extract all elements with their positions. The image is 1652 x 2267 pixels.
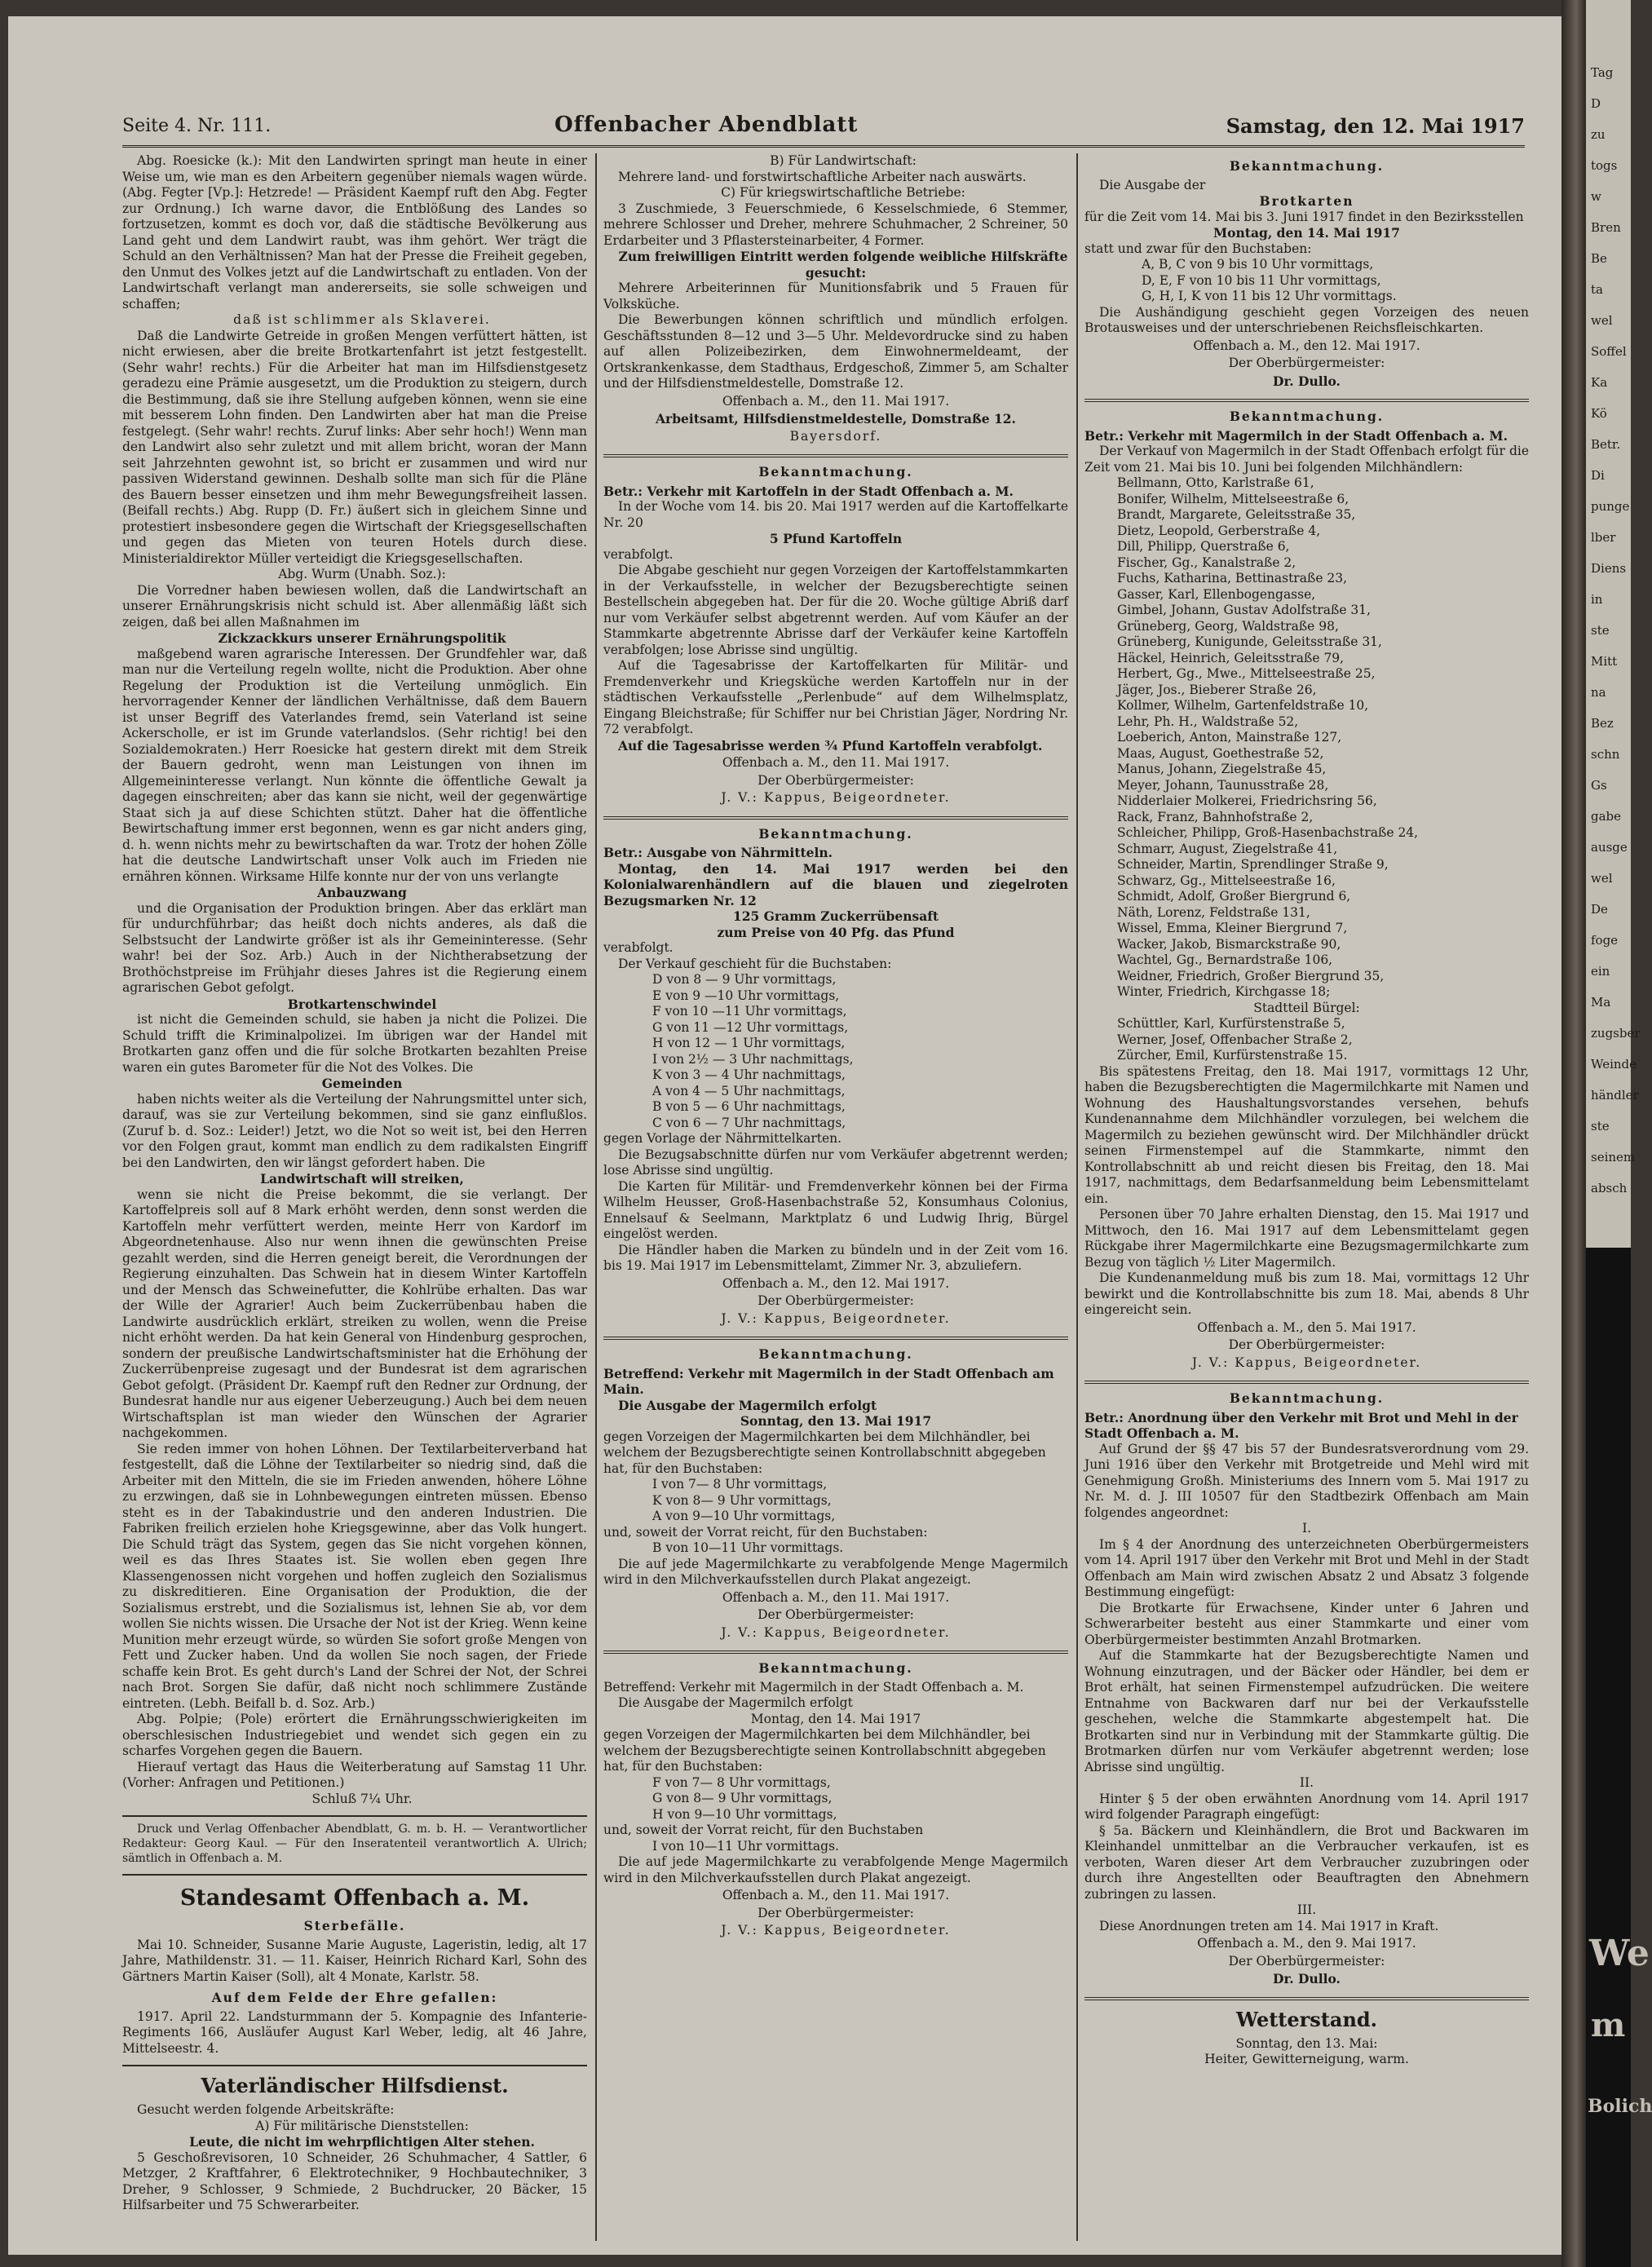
adjacent-page-fragment: ta — [1591, 282, 1603, 297]
notice-subject: Betr.: Verkehr mit Kartoffeln in der Stadt Offenbach a. M. — [603, 483, 1014, 499]
divider — [122, 2065, 587, 2066]
schedule-list — [652, 1839, 1068, 1855]
notice-signature: J. V.: Kappus, Beigeordneter. — [1191, 1354, 1422, 1370]
adjacent-page-advert — [1586, 1248, 1652, 2267]
article-paragraph: Daß die Landwirte Getreide in großen Mengen verfüttert hätten, ist nicht erwiesen, aber die breite Brotkartenfahrt ist jetzt festgestellt. (Sehr wahr! rechts.) Für die Arbeiter hat man im Hilfsdienstgesetz geradezu eine Prämie ausgesetzt, um die Produktion zu steigern, durch die Bestimmung, daß sie ihre Stellung aufgeben können, wenn sie eine mit besserem Lohn finden. Den Landwirten aber hat man die Preise festgelegt. (Sehr wahr! rechts. Zuruf links: Aber sehr hoch!) Wenn man den Landwirt also sehr zuletzt und mit allem bricht, woran der Mann seit Jahrzehnten gewohnt ist, so bricht er zusammen und wird nur passiven Widerstand gewinnen. Deshalb sollte man sich für die Pläne des Bauern besser einsetzen und ihm mehr Bewegungsfreiheit lassen. (Beifall rechts.) Abg. Rupp (D. Fr.) äußert sich in gleichem Sinne und protestiert insbesondere gegen die Wirtschaft der Kriegsgesellschaften und gegen das Mieten von teuren Hotels durch diese. Ministerialdirektor Müller verteidigt die Kriegsgesellschaften. — [122, 328, 587, 566]
notice-text: § 5a. Bäckern und Kleinhändlern, die Brot und Backwaren im Kleinhandel unmittelbar an die Verbraucher verkaufen, ist es verboten, Waren dieser Art dem Verbraucher zuzubringen oder durch ihre Angestellten oder Beauftragten den Abnehmern zubringen zu lassen. — [1084, 1823, 1529, 1902]
schedule-row: C von 6 — 7 Uhr nachmittags, — [652, 1115, 846, 1130]
notice-signature: Der Oberbürgermeister: — [758, 1293, 914, 1308]
list-item: Grüneberg, Kunigunde, Geleitsstraße 31, — [1117, 634, 1382, 649]
article-emphasis: daß ist schlimmer als Sklaverei. — [233, 312, 491, 327]
notice-text: Die Karten für Militär- und Fremdenverkehr können bei der Firma Wilhelm Heusser, Groß-Hasenbachstraße 52, Konsumhaus Colonius, Ennelsauf & Seelmann, Marktplatz 6 und Ludwig Ihrig, Bürgel eingelöst werden. — [603, 1178, 1068, 1241]
notice-title: Bekanntmachung. — [758, 825, 913, 842]
schedule-list — [652, 1540, 1068, 1557]
schedule-row: G von 8— 9 Uhr vormittags, — [652, 1791, 833, 1805]
notice-subject: Betr.: Anordnung über den Verkehr mit Brot und Mehl in der Stadt Offenbach a. M. — [1084, 1409, 1518, 1441]
notice-text: Auf Grund der §§ 47 bis 57 der Bundesratsverordnung vom 29. Juni 1916 über den Verkehr mit Brotgetreide und Mehl wird mit Genehmigung Großh. Ministeriums des Innern vom 5. Mai 1917 zu Nr. M. d. J. III 10507 für den Stadtbezirk Offenbach am Main folgendes angeordnet: — [1084, 1441, 1529, 1520]
hilfsdienst-female-text: Mehrere Arbeiterinnen für Munitionsfabrik und 5 Frauen für Volksküche. — [603, 281, 1068, 312]
schedule-row: A, B, C von 9 bis 10 Uhr vormittags, — [1142, 257, 1374, 272]
article-paragraph: Die Vorredner haben bewiesen wollen, daß die Landwirtschaft an unserer Ernährungskrisis nicht schuld ist. Aber allenmäßig läßt sich zeigen, daß bei allen Maßnahmen im — [122, 582, 587, 630]
article-paragraph: und die Organisation der Produktion bringen. Aber das erklärt man für undurchführbar; das heißt doch nichts anderes, als daß die Selbstsucht der Landwirte größer ist als ihr Gemeininteresse. (Sehr wahr! bei der Soz. Arb.) Auch in der Nichtherabsetzung der Brothöchstpreise im Frühjahr dieses Jahres ist die Regierung einem agrarischen Gebot gefolgt. — [122, 900, 587, 995]
notice-text: Die Brotkarte für Erwachsene, Kinder unter 6 Jahren und Schwerarbeiter besteht aus einer Stammkarte und einer vom Oberbürgermeister bestimmten Anzahl Brotmarken. — [1084, 1600, 1529, 1647]
notice-text: Der Verkauf geschieht für die Buchstaben: — [618, 956, 892, 971]
weather-day: Sonntag, den 13. Mai: — [1235, 2035, 1378, 2051]
notice-subject: Betr.: Ausgabe von Nährmitteln. — [603, 845, 833, 860]
schedule-list — [652, 972, 1068, 1131]
list-item: Bonifer, Wilhelm, Mittelseestraße 6, — [1117, 491, 1349, 506]
section-number: I. — [1301, 1521, 1312, 1536]
schedule-row: I von 2½ — 3 Uhr nachmittags, — [652, 1051, 854, 1067]
schedule-row: I von 10—11 Uhr vormittags. — [652, 1838, 839, 1854]
article-paragraph: Abg. Polpie; (Pole) erörtert die Ernährungsschwierigkeiten im oberschlesischen Industriegebiet und wendet sich gegen ein zu scharfes Vorgehen gegen die Bauern. — [122, 1712, 587, 1758]
hilfsdienst-section-a-sub: Leute, die nicht im wehrpflichtigen Alter stehen. — [189, 2134, 535, 2150]
speaker-heading: Abg. Wurm (Unabh. Soz.): — [278, 567, 446, 581]
weather-text: Heiter, Gewitterneigung, warm. — [1204, 2052, 1409, 2066]
notice-day: Montag, den 14. Mai 1917 — [1213, 225, 1400, 241]
notice-day: Montag, den 14. Mai 1917 — [750, 1711, 921, 1726]
column-notices-middle — [603, 153, 1068, 1941]
notice-text: Diese Anordnungen treten am 14. Mai 1917 in Kraft. — [1099, 1918, 1439, 1933]
list-item: Loeberich, Anton, Mainstraße 127, — [1117, 730, 1342, 745]
schedule-row: B von 10—11 Uhr vormittags. — [652, 1540, 844, 1555]
divider — [1084, 1381, 1529, 1384]
schedule-row: K von 3 — 4 Uhr nachmittags, — [652, 1067, 846, 1082]
notice-title: Bekanntmachung. — [1229, 158, 1385, 174]
schedule-list — [652, 1775, 1068, 1823]
schedule-row: I von 7— 8 Uhr vormittags, — [652, 1477, 828, 1491]
list-item: Schmidt, Adolf, Großer Biergrund 6, — [1117, 889, 1351, 904]
subheading: Zickzackkurs unserer Ernährungspolitik — [218, 630, 506, 646]
divider — [603, 454, 1068, 457]
hilfsdienst-section-b: B) Für Landwirtschaft: — [770, 153, 917, 168]
adjacent-page-fragment: foge — [1591, 933, 1619, 948]
advert-text: m — [1591, 2006, 1626, 2044]
notice-text: Bis spätestens Freitag, den 18. Mai 1917, vormittags 12 Uhr, haben die Bezugsberechtigten die Magermilchkarte mit Namen und Wohnung des Haushaltungsvorstandes versehen, behufs Kundenannahme dem Milchhändler vorzulegen, bei welchem die Magermilch zu beziehen gewünscht wird. Der Milchhändler drückt seinen Firmenstempel auf die Stammkarte, nimmt den Kontrollabschnitt ab und reicht diesen bis Freitag, den 18. Mai 1917, nachmittags, dem Bedarfsanmeldung beim Lebensmittelamt ein. — [1084, 1063, 1529, 1206]
adjacent-page-fragment: Ma — [1591, 995, 1611, 1010]
adjacent-page-fragment: Di — [1591, 468, 1605, 483]
notice-signature: Dr. Dullo. — [1273, 1971, 1341, 1986]
adjacent-page-fragment: seinem — [1591, 1150, 1636, 1164]
hilfsdienst-section-a: A) Für militärische Dienststellen: — [255, 2118, 469, 2133]
schedule-row: E von 9 —10 Uhr vormittags, — [652, 988, 840, 1003]
schedule-row: H von 9—10 Uhr vormittags, — [652, 1806, 837, 1822]
adjacent-page-fragment: na — [1591, 685, 1606, 700]
article-paragraph: wenn sie nicht die Preise bekommt, die sie verlangt. Der Kartoffelpreis soll auf 8 Mark erhöht werden, denn sonst werden die Kartoffeln mehr verfüttert werden, meinte Herr von Kardorf im Abgeordnetenhause. Also nur wenn ihnen die gewünschten Preise gezahlt werden, sind die Herren geneigt bereit, die Verordnungen der Regierung einzuhalten. Das Schwein hat in diesem Winter Kartoffeln und der Mensch das Schweinefutter, die Kohlrübe erhalten. Das war der Wille der Agrarier! Auch beim Zuckerrübenbau haben die Landwirte ausdrücklich erklärt, streiken zu wollen, wenn die Preise nicht erhöht werden. Da hat kein General von Hindenburg gesprochen, sondern der preußische Landwirtschaftsminister hat die Erhöhung der Zuckerrübenpreise zugesagt und der Bundesrat ist dem agrarischen Gebot gefolgt. (Präsident Dr. Kaempf ruft den Redner zur Ordnung, der Bundesrat handle nur aus eigener Ueberzeugung.) Auch bei dem neuen Wirtschaftsplan ist man wieder den Wünschen der Agrarier nachgekommen. — [122, 1187, 587, 1440]
notice-text: Auf die Tagesabrisse der Kartoffelkarten für Militär- und Fremdenverkehr und Kriegsküche werden Kartoffeln nur in der städtischen Verkaufsstelle „Perlenbude“ auf dem Wilhelmsplatz, Eingang Bleichstraße; für Schiffer nur bei Christian Jäger, Nordring Nr. 72 verabfolgt. — [603, 658, 1068, 736]
adjacent-page-fragment: Tag — [1591, 65, 1614, 80]
hilfsdienst-female: Zum freiwilligen Eintritt werden folgende weibliche Hilfskräfte gesucht: — [618, 249, 1068, 281]
notice-date: Offenbach a. M., den 9. Mai 1917. — [1197, 1936, 1416, 1951]
subheading: Gemeinden — [321, 1076, 403, 1091]
divider — [122, 1874, 587, 1876]
list-item: Schmarr, August, Ziegelstraße 41, — [1117, 841, 1338, 856]
book-gutter — [1561, 0, 1586, 2267]
list-item: Gasser, Karl, Ellenbogengasse, — [1117, 586, 1316, 602]
newspaper-page — [8, 16, 1561, 2255]
list-item: Dietz, Leopold, Gerberstraße 4, — [1117, 523, 1321, 538]
notice-signature: Arbeitsamt, Hilfsdienstmeldestelle, Domstraße 12. — [656, 411, 1016, 426]
list-item: Dill, Philipp, Querstraße 6, — [1117, 539, 1290, 554]
adjacent-page-fragment: zugsber — [1591, 1026, 1641, 1041]
notice-date: Offenbach a. M., den 5. Mai 1917. — [1197, 1319, 1416, 1335]
list-item: Brandt, Margarete, Geleitsstraße 35, — [1117, 507, 1356, 522]
adjacent-page-fragment: Be — [1591, 251, 1607, 266]
issue-date: Samstag, den 12. Mai 1917 — [1226, 114, 1525, 138]
divider — [1084, 399, 1529, 402]
schedule-row: A von 4 — 5 Uhr nachmittags, — [652, 1083, 846, 1098]
list-item: Winter, Friedrich, Kirchgasse 18; — [1117, 984, 1331, 999]
standesamt-title: Standesamt Offenbach a. M. — [179, 1885, 530, 1911]
hilfsdienst-application: Die Bewerbungen können schriftlich und mündlich erfolgen. Geschäftsstunden 8—12 und 3—5 Uhr. Meldevordrucke sind zu haben auf allen Polizeibezirken, dem Einwohnermeldeamt, der Ortskrankenkasse, dem Stadthaus, Erdgeschoß, Zimmer 5, am Schalter und der Hilfsdienstmeldestelle, Domstraße 12. — [603, 312, 1068, 391]
potato-amount: 5 Pfund Kartoffeln — [769, 531, 903, 546]
list-item: Rack, Franz, Bahnhofstraße 2, — [1117, 809, 1314, 824]
weather-title: Wetterstand. — [1235, 2007, 1378, 2031]
notice-date: Offenbach a. M., den 11. Mai 1917. — [722, 393, 950, 409]
notice-title: Bekanntmachung. — [758, 464, 913, 479]
masthead: Offenbacher Abendblatt — [554, 113, 859, 137]
notice-text: Die Ausgabe der Magermilch erfolgt — [618, 1397, 877, 1413]
notice-text: Auf die Tagesabrisse werden ¾ Pfund Kartoffeln verabfolgt. — [618, 737, 1043, 753]
notice-text: Die Aushändigung geschieht gegen Vorzeigen des neuen Brotausweises und der unterschriebenen Reichsfleischkarten. — [1084, 304, 1529, 335]
notice-text: und, soweit der Vorrat reicht, für den Buchstaben: — [603, 1524, 928, 1540]
list-item: Schwarz, Gg., Mittelseestraße 16, — [1117, 873, 1336, 888]
section-number: III. — [1296, 1902, 1317, 1917]
schedule-list — [652, 1477, 1068, 1525]
adjacent-page-fragment: punge — [1591, 499, 1630, 514]
article-closing: Schluß 7¼ Uhr. — [311, 1791, 413, 1806]
adjacent-page-fragment: w — [1591, 189, 1601, 204]
notice-signature: Bayersdorf. — [789, 428, 882, 444]
schedule-row: D von 8 — 9 Uhr vormittags, — [652, 972, 837, 987]
list-item: Näth, Lorenz, Feldstraße 131, — [1117, 904, 1310, 920]
notice-date: Offenbach a. M., den 12. Mai 1917. — [722, 1275, 950, 1291]
schedule-row: A von 9—10 Uhr vormittags, — [652, 1509, 836, 1523]
notice-title: Bekanntmachung. — [758, 1346, 913, 1362]
column-divider — [1076, 153, 1078, 2241]
notice-subject: Betreffend: Verkehr mit Magermilch in der Stadt Offenbach a. M. — [603, 1679, 1024, 1695]
notice-signature: J. V.: Kappus, Beigeordneter. — [721, 1624, 951, 1640]
schedule-row: K von 8— 9 Uhr vormittags, — [652, 1492, 832, 1508]
hilfsdienst-section-b-text: Mehrere land- und forstwirtschaftliche Arbeiter nach auswärts. — [618, 169, 1027, 184]
adjacent-page-fragment: Mitt — [1591, 654, 1618, 669]
notice-text: Die Ausgabe der Magermilch erfolgt — [618, 1695, 853, 1710]
notice-signature: Der Oberbürgermeister: — [1228, 1953, 1385, 1969]
notice-text: verabfolgt. — [603, 940, 674, 955]
article-paragraph: Sie reden immer von hohen Löhnen. Der Textilarbeiterverband hat festgestellt, daß die Löhne der Textilarbeiter so niedrig sind, daß die Arbeiter mit den Mitteln, die sie im Frieden anwenden, höhere Löhne zu erzwingen, daß sie in Lohnbewegungen eintreten müssen. Ebenso steht es in der Tabakindustrie und den anderen Industrien. Die Fabriken freilich erzielen hohe Kriegsgewinne, aber das Volk hungert. Die Schuld trägt das System, gegen das Sie nicht vorgehen können, weil es das Ihres Staates ist. Sie wollen eben gegen Ihre Klassengenossen nicht vorgehen und hoffen zugleich den Sozialismus zu diskreditieren. Eine Organisation der Produktion, die der Sozialismus erstrebt, und die Sozialismus ist, lehnen Sie ab, vor dem wollen Sie nichts wissen. Die Ursache der Not ist der Krieg. Wenn keine Munition mehr erzeugt würde, so würden Sie sofort große Mengen von Fett und Zucker haben. Und da wollen Sie noch sagen, der Friede schaffe kein Brot. Es geht durch's Land der Schrei der Not, der Schrei nach Brot. Sorgen Sie dafür, daß nicht noch schlimmere Zustände eintreten. (Lebh. Beifall b. d. Soz. Arb.) — [122, 1441, 587, 1711]
advert-text: Bolich — [1588, 2096, 1652, 2117]
adjacent-page-text — [1586, 57, 1641, 1204]
milk-dealer-list — [1084, 1016, 1529, 1064]
notice-text: Der Verkauf von Magermilch in der Stadt Offenbach erfolgt für die Zeit vom 21. Mai bis 10. Juni bei folgenden Milchhändlern: — [1084, 444, 1529, 475]
notice-text: gegen Vorzeigen der Magermilchkarten bei dem Milchhändler, bei welchem der Bezugsberechtigte seinen Kontrollabschnitt abgegeben hat, für den Buchstaben: — [603, 1429, 1046, 1476]
adjacent-page-fragment: Betr. — [1591, 437, 1621, 452]
column-divider — [595, 153, 597, 2241]
notice-signature: Der Oberbürgermeister: — [758, 1607, 914, 1622]
list-item: Weidner, Friedrich, Großer Biergrund 35, — [1117, 968, 1385, 983]
notice-subject: Betr.: Verkehr mit Magermilch in der Stadt Offenbach a. M. — [1084, 427, 1508, 444]
subheading: Brotkartenschwindel — [287, 996, 437, 1012]
article-paragraph: maßgebend waren agrarische Interessen. Der Grundfehler war, daß man nur die Verteilung regeln wollte, nicht die Produktion. Aber ohne Regelung der Produktion ist die Verteilung unmöglich. Ein hervorragender Kenner der ländlichen Verhältnisse, daß dem Bauern ist unser Begriff des Vaterlandes fremd, sein Vaterland ist seine Ackerscholle, er ist im Grunde vaterlandslos. (Sehr richtig! bei den Sozialdemokraten.) Herr Roesicke hat gestern direkt mit dem Streik der Bauern gedroht, wenn man Leistungen von ihnen im Allgemeininteresse verlangt. Nun könnte die öffentliche Gewalt ja dagegen einschreiten; aber das kann sie nicht, weil der gegenwärtige Staat sich ja auf diese Schichten stützt. Daher hat die öffentliche Bewirtschaftung immer erst begonnen, wenn es gar nicht anders ging, d. h. wenn nichts mehr zu bewirtschaften da war. Trotz der hohen Zölle hat die deutsche Landwirtschaft unser Volk auch im Frieden nie ernähren können. Wirksame Hilfe konnte nur der von uns verlangte — [122, 646, 587, 884]
notice-date: Offenbach a. M., den 12. Mai 1917. — [1193, 338, 1420, 353]
adjacent-page-fragment: ausge — [1591, 840, 1628, 855]
notice-signature: Der Oberbürgermeister: — [758, 772, 914, 788]
column-reichstag-report — [122, 153, 587, 2214]
subheading: Landwirtschaft will streiken, — [260, 1171, 464, 1187]
list-item: Lehr, Ph. H., Waldstraße 52, — [1117, 714, 1299, 729]
adjacent-page-fragment: händler — [1591, 1088, 1639, 1103]
adjacent-page-fragment: Bren — [1591, 220, 1621, 235]
article-paragraph: Abg. Roesicke (k.): Mit den Landwirten springt man heute in einer Weise um, wie man es den Arbeitern gegenüber niemals wagen würde. (Abg. Fegter [Vp.]: Hetzrede! — Präsident Kaempf ruft den Abg. Fegter zur Ordnung.) Ich warne davor, die Entblößung des Landes so fortzusetzen, kommt es doch vor, daß die städtische Bevölkerung aus Land geht und dem Landwirt raubt, was ihm gehört. Wer trägt die Schuld an den Verhältnissen? Man hat der Presse die Freiheit gegeben, den Unmut des Volkes jetzt auf die Landwirtschaft zu entladen. Von der Landwirtschaft verlangt man andererseits, sie solle schweigen und schaffen; — [122, 153, 587, 312]
subheading: Anbauzwang — [317, 885, 407, 900]
hilfsdienst-section-c: C) Für kriegswirtschaftliche Betriebe: — [721, 185, 965, 200]
adjacent-page-fragment: Diens — [1591, 561, 1627, 576]
hilfsdienst-title: Vaterländischer Hilfsdienst. — [201, 2074, 509, 2097]
list-item: Schüttler, Karl, Kurfürstenstraße 5, — [1117, 1016, 1345, 1031]
schedule-row: G, H, I, K von 11 bis 12 Uhr vormittags. — [1142, 289, 1397, 303]
adjacent-page-fragment: ste — [1591, 623, 1610, 638]
list-item: Jäger, Jos., Bieberer Straße 26, — [1117, 682, 1317, 697]
notice-text: Die Händler haben die Marken zu bündeln und in der Zeit vom 16. bis 19. Mai 1917 im Lebensmittelamt, Zimmer Nr. 3, abzuliefern. — [603, 1242, 1068, 1273]
notice-text: gegen Vorzeigen der Magermilchkarten bei dem Milchhändler, bei welchem der Bezugsberechtigte seinen Kontrollabschnitt abgegeben hat, für den Buchstaben: — [603, 1727, 1046, 1774]
adjacent-page-fragment: wel — [1591, 871, 1613, 886]
divider — [603, 1337, 1068, 1340]
notice-text: Die Kundenanmeldung muß bis zum 18. Mai, vormittags 12 Uhr bewirkt und die Kontrollabschnitte bis zum 18. Mai, abends 8 Uhr eingereicht sein. — [1084, 1270, 1529, 1317]
hilfsdienst-intro: Gesucht werden folgende Arbeitskräfte: — [137, 2102, 395, 2117]
notice-text: Montag, den 14. Mai 1917 werden bei den Kolonialwarenhändlern auf die blauen und ziegelroten Bezugsmarken Nr. 12 — [603, 860, 1068, 908]
notice-text: Die Ausgabe der — [1099, 177, 1206, 192]
article-paragraph: ist nicht die Gemeinden schuld, sie haben ja nicht die Polizei. Die Schuld trifft die Kriminalpolizei. Im übrigen war der Handel mit Brotkarten ganz offen und die für solche Brotkarten bezahlten Preise waren ein gutes Barometer für die Not des Volkes. Die — [122, 1012, 587, 1075]
notice-text: für die Zeit vom 14. Mai bis 3. Juni 1917 findet in den Bezirksstellen — [1084, 209, 1524, 224]
schedule-row: D, E, F von 10 bis 11 Uhr vormittags, — [1142, 272, 1381, 288]
notice-text: Im § 4 der Anordnung des unterzeichneten Oberbürgermeisters vom 14. April 1917 über den Verkehr mit Brot und Mehl in der Stadt Offenbach am Main wird zwischen Absatz 2 und Absatz 3 folgende Bestimmung eingefügt: — [1084, 1536, 1529, 1599]
divider — [122, 1815, 587, 1817]
list-item: Fischer, Gg., Kanalstraße 2, — [1117, 555, 1296, 570]
notice-title: Bekanntmachung. — [758, 1660, 913, 1676]
notice-text: gegen Vorlage der Nährmittelkarten. — [603, 1131, 842, 1146]
notice-text: Die Bezugsabschnitte dürfen nur vom Verkäufer abgetrennt werden; lose Abrisse sind ungültig. — [603, 1147, 1068, 1178]
page-header — [122, 113, 1525, 148]
advert-text: We — [1589, 1933, 1650, 1974]
notice-text: statt und zwar für den Buchstaben: — [1084, 241, 1312, 256]
list-item: Manus, Johann, Ziegelstraße 45, — [1117, 762, 1327, 776]
sugar-price: zum Preise von 40 Pfg. das Pfund — [717, 924, 955, 940]
schedule-row: H von 12 — 1 Uhr vormittags, — [652, 1036, 846, 1050]
list-item: Wissel, Emma, Kleiner Biergrund 7, — [1117, 921, 1348, 935]
hilfsdienst-section-c-text: 3 Zuschmiede, 3 Feuerschmiede, 6 Kesselschmiede, 6 Stemmer, mehrere Schlosser und Dreher, mehrere Schuhmacher, 2 Schreiner, 50 Erdarbeiter und 3 Pflastersteinarbeiter, 4 Former. — [603, 201, 1068, 248]
list-item: Wachtel, Gg., Bernardstraße 106, — [1117, 952, 1333, 967]
adjacent-page-fragment: ein — [1591, 964, 1610, 979]
sterbefaelle-text: Mai 10. Schneider, Susanne Marie Auguste, Lageristin, ledig, alt 17 Jahre, Mathildenstr. 31. — 11. Kaiser, Heinrich Richard Karl, Sohn des Gärtners Martin Kaiser (Soll), alt 4 Monate, Karlstr. 58. — [122, 1937, 587, 1984]
list-item: Häckel, Heinrich, Geleitsstraße 79, — [1117, 650, 1345, 665]
notice-text: verabfolgt. — [603, 546, 674, 562]
list-item: Schleicher, Philipp, Groß-Hasenbachstraße 24, — [1117, 825, 1419, 840]
list-item: Schneider, Martin, Sprendlinger Straße 9, — [1117, 857, 1389, 872]
article-paragraph: haben nichts weiter als die Verteilung der Nahrungsmittel unter sich, darauf, was sie zur Verteilung bekommen, sind sie ganz einflußlos. (Zuruf b. d. Soz.: Leider!) Jetzt, wo die Not so weit ist, bei den Herren vor den Folgen graut, kommt man endlich zu dem radikalsten Eingriff bei den Landwirten, den wir längst gefordert haben. Die — [122, 1091, 587, 1170]
adjacent-page-fragment: D — [1591, 96, 1601, 111]
adjacent-page-fragment: De — [1591, 902, 1608, 917]
notice-text: Hinter § 5 der oben erwähnten Anordnung vom 14. April 1917 wird folgender Paragraph eingefügt: — [1084, 1791, 1529, 1822]
notice-signature: J. V.: Kappus, Beigeordneter. — [721, 1310, 951, 1326]
notice-signature: Der Oberbürgermeister: — [758, 1905, 914, 1920]
notice-signature: Der Oberbürgermeister: — [1228, 356, 1385, 370]
adjacent-page-fragment: in — [1591, 592, 1603, 607]
list-item: Gimbel, Johann, Gustav Adolfstraße 31, — [1117, 603, 1372, 617]
schedule-row: B von 5 — 6 Uhr nachmittags, — [652, 1099, 846, 1114]
notice-title: Bekanntmachung. — [1229, 409, 1385, 424]
district-heading: Stadtteil Bürgel: — [1253, 1000, 1360, 1015]
divider — [603, 1651, 1068, 1654]
list-item: Maas, August, Goethestraße 52, — [1117, 745, 1324, 761]
notice-text: Personen über 70 Jahre erhalten Dienstag, den 15. Mai 1917 und Mittwoch, den 16. Mai 1917 auf dem Lebensmittelamt gegen Rückgabe ihrer Magermilchkarte eine Bezugsmagermilchkarte zum Bezug von täglich ½ Liter Magermilch. — [1084, 1207, 1529, 1270]
list-item: Nidderlaier Molkerei, Friedrichsring 56, — [1117, 793, 1377, 808]
adjacent-page-fragment: Gs — [1591, 778, 1607, 793]
notice-text: Die auf jede Magermilchkarte zu verabfolgende Menge Magermilch wird in den Milchverkaufsstellen durch Plakat angezeigt. — [603, 1556, 1068, 1587]
list-item: Grüneberg, Georg, Waldstraße 98, — [1117, 618, 1339, 634]
schedule-list — [1142, 257, 1529, 305]
notice-text: In der Woche vom 14. bis 20. Mai 1917 werden auf die Kartoffelkarte Nr. 20 — [603, 499, 1068, 530]
sterbefaelle-title: Sterbefälle. — [303, 1918, 406, 1933]
notice-day: Sonntag, den 13. Mai 1917 — [740, 1413, 932, 1429]
notice-keyword: Brotkarten — [1259, 193, 1354, 209]
adjacent-page-fragment: schn — [1591, 747, 1620, 762]
gefallen-text: 1917. April 22. Landsturmmann der 5. Kompagnie des Infanterie-Regiments 166, Ausläufer August Karl Weber, ledig, alt 46 Jahre, Mittelseestr. 4. — [122, 2008, 587, 2056]
adjacent-page-fragment: Kö — [1591, 406, 1607, 421]
adjacent-page-fragment: togs — [1591, 158, 1618, 173]
notice-date: Offenbach a. M., den 11. Mai 1917. — [722, 1589, 950, 1605]
notice-date: Offenbach a. M., den 11. Mai 1917. — [722, 1888, 950, 1902]
adjacent-page-fragment: lber — [1591, 530, 1616, 545]
adjacent-page-fragment: ste — [1591, 1119, 1610, 1134]
hilfsdienst-section-a-text: 5 Geschoßrevisoren, 10 Schneider, 26 Schuhmacher, 4 Sattler, 6 Metzger, 2 Kraftfahrer, 6 Elektrotechniker, 9 Hochbautechniker, 3 Dreher, 9 Schlosser, 9 Schmiede, 2 Buchdrucker, 20 Bäcker, 15 Hilfsarbeiter und 75 Schwerarbeiter. — [122, 2150, 587, 2212]
notice-text: und, soweit der Vorrat reicht, für den Buchstaben — [603, 1823, 924, 1837]
adjacent-page-fragment: Weinde — [1591, 1057, 1637, 1072]
divider — [1084, 1997, 1529, 2000]
schedule-row: G von 11 —12 Uhr vormittags, — [652, 1019, 849, 1035]
notice-text: Die auf jede Magermilchkarte zu verabfolgende Menge Magermilch wird in den Milchverkaufsstellen durch Plakat angezeigt. — [603, 1854, 1068, 1885]
notice-date: Offenbach a. M., den 11. Mai 1917. — [722, 755, 950, 770]
notice-signature: J. V.: Kappus, Beigeordneter. — [721, 790, 951, 805]
article-paragraph: Hierauf vertagt das Haus die Weiterberatung auf Samstag 11 Uhr. (Vorher: Anfragen und Petitionen.) — [122, 1759, 587, 1790]
divider — [603, 816, 1068, 820]
list-item: Zürcher, Emil, Kurfürstenstraße 15. — [1117, 1048, 1348, 1063]
notice-text: Auf die Stammkarte hat der Bezugsberechtigte Namen und Wohnung einzutragen, und der Bäcker oder Händler, bei dem er Brot erhält, hat seinen Firmenstempel aufzudrücken. Die weitere Entnahme von Backwaren darf nur bei der Verkaufsstelle geschehen, welche die Stammkarte abgestempelt hat. Die Brotkarten sind nur in Verbindung mit der Stammkarte gültig. Die Brotmarken dürfen nur vom Verkäufer abgetrennt werden; lose Abrisse sind ungültig. — [1084, 1648, 1529, 1774]
page-number: Seite 4. Nr. 111. — [122, 116, 272, 136]
adjacent-page-fragment: gabe — [1591, 809, 1622, 824]
list-item: Bellmann, Otto, Karlstraße 61, — [1117, 475, 1314, 490]
gefallen-title: Auf dem Felde der Ehre gefallen: — [211, 1990, 498, 2005]
column-notices-right — [1084, 153, 1529, 2068]
list-item: Werner, Josef, Offenbacher Straße 2, — [1117, 1032, 1353, 1047]
schedule-row: F von 10 —11 Uhr vormittags, — [652, 1004, 847, 1019]
notice-signature: J. V.: Kappus, Beigeordneter. — [721, 1923, 951, 1938]
adjacent-page-fragment: Soffel — [1591, 344, 1627, 359]
adjacent-page-fragment: Bez — [1591, 716, 1614, 731]
list-item: Kollmer, Wilhelm, Gartenfeldstraße 10, — [1117, 698, 1369, 713]
adjacent-page-edge — [1586, 0, 1652, 2267]
section-number: II. — [1299, 1775, 1314, 1790]
adjacent-page-fragment: absch — [1591, 1181, 1628, 1195]
imprint: Druck und Verlag Offenbacher Abendblatt, G. m. b. H. — Verantwortlicher Redakteur: Georg Kaul. — Für den Inseratenteil verantwortlich A. Ulrich; sämtlich in Offenbach a. M. — [122, 1823, 587, 1865]
notice-signature: Der Oberbürgermeister: — [1228, 1337, 1385, 1352]
adjacent-page-fragment: wel — [1591, 313, 1613, 328]
notice-title: Bekanntmachung. — [1229, 1390, 1385, 1406]
milk-dealer-list — [1084, 475, 1529, 1001]
list-item: Herbert, Gg., Mwe., Mittelseestraße 25, — [1117, 666, 1376, 681]
adjacent-page-fragment: zu — [1591, 127, 1606, 142]
list-item: Meyer, Johann, Taunusstraße 28, — [1117, 777, 1329, 793]
list-item: Wacker, Jakob, Bismarckstraße 90, — [1117, 936, 1341, 952]
schedule-row: F von 7— 8 Uhr vormittags, — [652, 1774, 831, 1790]
adjacent-page-fragment: Ka — [1591, 375, 1608, 390]
notice-subject: Betreffend: Verkehr mit Magermilch in der Stadt Offenbach am Main. — [603, 1365, 1054, 1397]
list-item: Fuchs, Katharina, Bettinastraße 23, — [1117, 571, 1348, 586]
notice-text: Die Abgabe geschieht nur gegen Vorzeigen der Kartoffelstammkarten in der Verkaufsstelle, in welcher der Bezugsberechtigte seinen Bestellschein abgegeben hat. Der für die 20. Woche gültige Abriß darf nur vom Verkäufer selbst abgetrennt werden. Auf vom Käufer an der Stammkarte abgetrennte Abrisse darf der Verkäufer keine Kartoffeln verabfolgen; lose Abrisse sind ungültig. — [603, 563, 1068, 657]
sugar-amount: 125 Gramm Zuckerrübensaft — [732, 908, 939, 924]
notice-signature: Dr. Dullo. — [1273, 373, 1341, 389]
